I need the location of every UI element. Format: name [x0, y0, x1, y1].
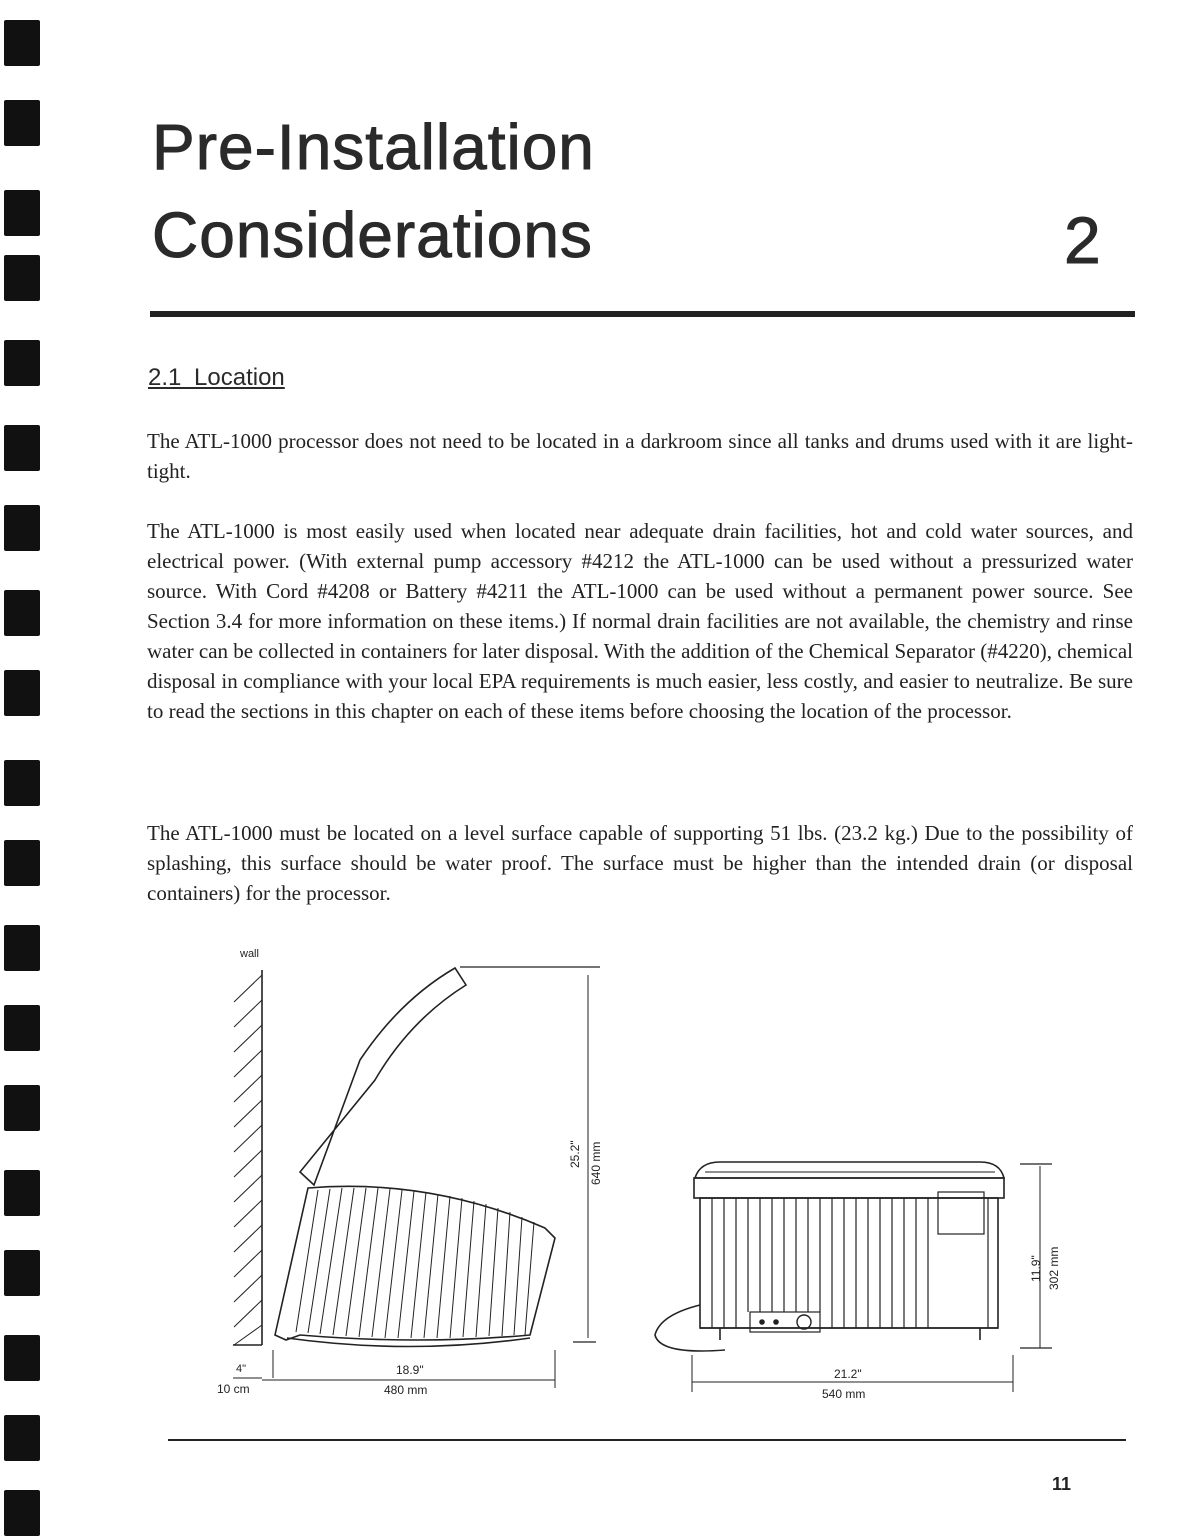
paragraph-3: The ATL-1000 must be located on a level surface capable of supporting 51 lbs. (23.2 kg.) Due to the possibility of splashing, this surface should be water proof. The surface must be higher than the intended drain (or disposal containers) for the processor. [147, 821, 1133, 905]
page-number: 11 [1052, 1474, 1072, 1494]
chapter-title-line2: Considerations [152, 199, 593, 271]
clearance-cm-label: 10 cm [217, 1382, 250, 1396]
width-in-label: 21.2" [834, 1367, 862, 1381]
open-height-mm-label: 640 mm [589, 1141, 603, 1185]
paragraph-1: The ATL-1000 processor does not need to be located in a darkroom since all tanks and drums used with it are light-tight. [147, 429, 1133, 483]
height-mm-label: 302 mm [1047, 1246, 1061, 1290]
clearance-in-label: 4" [236, 1363, 247, 1375]
open-height-in-label: 25.2" [568, 1140, 582, 1168]
chapter-title-line1: Pre-Installation [152, 111, 595, 183]
side-view-illustration [233, 967, 600, 1388]
section-heading: 2.1 Location [148, 364, 285, 391]
height-in-label: 11.9" [1029, 1255, 1043, 1282]
chapter-number: 2 [1064, 203, 1101, 277]
paragraph-2: The ATL-1000 is most easily used when located near adequate drain facilities, hot and cold water sources, and electrical power. (With external pump accessory #4212 the ATL-1000 can be used without a pressurized water source. With Cord #4208 or Battery #4211 the ATL-1000 can be used without a permanent power source. See Section 3.4 for more information on these items.) If normal drain facilities are not available, the chemistry and rinse water can be collected in containers for later disposal. With the addition of the Chemical Separator (#4220), chemical disposal in compliance with your local EPA requirements is much easier, less costly, and easier to neutralize. Be sure to read the sections in this chapter on each of these items before choosing the location of the processor. [147, 519, 1133, 723]
wall-label: wall [240, 948, 259, 960]
front-view-illustration [655, 1162, 1052, 1392]
footer-rule [168, 1439, 1126, 1441]
depth-mm-label: 480 mm [384, 1383, 428, 1397]
depth-in-label: 18.9" [396, 1363, 424, 1377]
width-mm-label: 540 mm [822, 1387, 866, 1401]
